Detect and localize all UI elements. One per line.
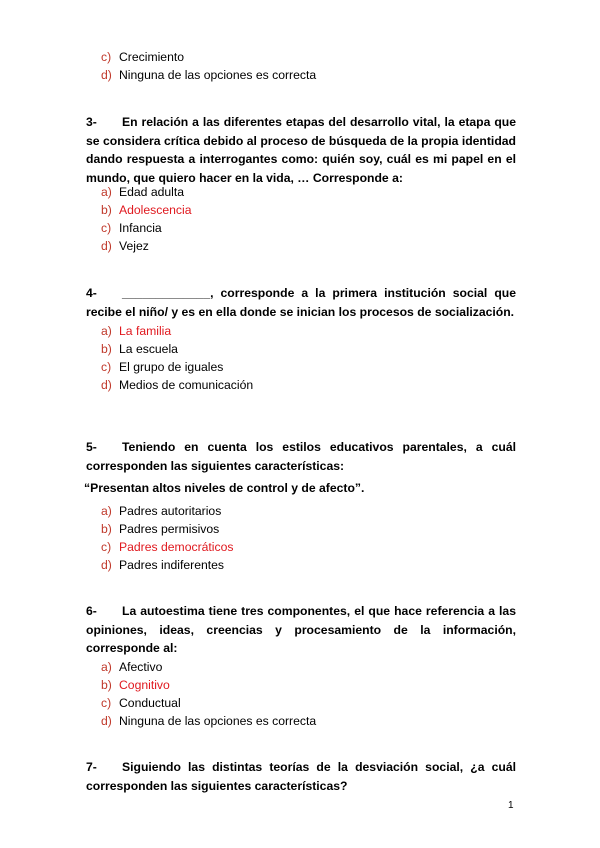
question-3-number: 3- bbox=[86, 115, 97, 129]
q6-option-d: d) Ninguna de las opciones es correcta bbox=[101, 714, 317, 728]
q4-option-d: d) Medios de comunicación bbox=[101, 378, 254, 392]
q5-option-a: a) Padres autoritarios bbox=[101, 504, 222, 518]
q2-option-c: c) Crecimiento bbox=[101, 50, 185, 64]
q4-option-b: b) La escuela bbox=[101, 342, 178, 356]
q3-option-b: b) Adolescencia bbox=[101, 203, 192, 217]
q4-option-c: c) El grupo de iguales bbox=[101, 360, 224, 374]
q3-option-c: c) Infancia bbox=[101, 221, 162, 235]
q3-option-a: a) Edad adulta bbox=[101, 185, 185, 199]
q5-option-b: b) Padres permisivos bbox=[101, 522, 220, 536]
q5-option-d: d) Padres indiferentes bbox=[101, 558, 225, 572]
question-4-number: 4- bbox=[86, 286, 97, 300]
q6-option-c: c) Conductual bbox=[101, 696, 181, 710]
question-7-number: 7- bbox=[86, 760, 97, 774]
page-number: 1 bbox=[508, 800, 514, 811]
q6-option-b: b) Cognitivo bbox=[101, 678, 170, 692]
question-6: 6- La autoestima tiene tres componentes, el que hace referencia a las opiniones, ideas, creencias y procesamiento de la información, corresponde al: bbox=[86, 604, 516, 655]
q6-option-a: a) Afectivo bbox=[101, 660, 163, 674]
question-7: 7- Siguiendo las distintas teorías de la desviación social, ¿a cuál corresponden las siguientes características? bbox=[86, 760, 516, 793]
question-4: 4- _____________, corresponde a la primera institución social que recibe el niño/ y es en ella donde se inician los procesos de socialización. bbox=[86, 286, 516, 319]
q5-option-c: c) Padres democráticos bbox=[101, 540, 234, 554]
q4-option-a: a) La familia bbox=[101, 324, 172, 338]
question-3: 3- En relación a las diferentes etapas del desarrollo vital, la etapa que se considera crítica debido al proceso de búsqueda de la propia identidad dando respuesta a interrogantes como: quién soy, cuál es mi papel en el mundo, que quiero hacer en la vida, … Corresponde a: bbox=[86, 115, 516, 185]
question-5: 5- Teniendo en cuenta los estilos educativos parentales, a cuál corresponden las siguientes características: bbox=[86, 440, 516, 473]
question-5-quote: “Presentan altos niveles de control y de afecto”. bbox=[84, 481, 365, 495]
q2-option-d: d) Ninguna de las opciones es correcta bbox=[101, 68, 317, 82]
q3-option-d: d) Vejez bbox=[101, 239, 149, 253]
question-5-number: 5- bbox=[86, 440, 97, 454]
question-6-number: 6- bbox=[86, 604, 97, 618]
